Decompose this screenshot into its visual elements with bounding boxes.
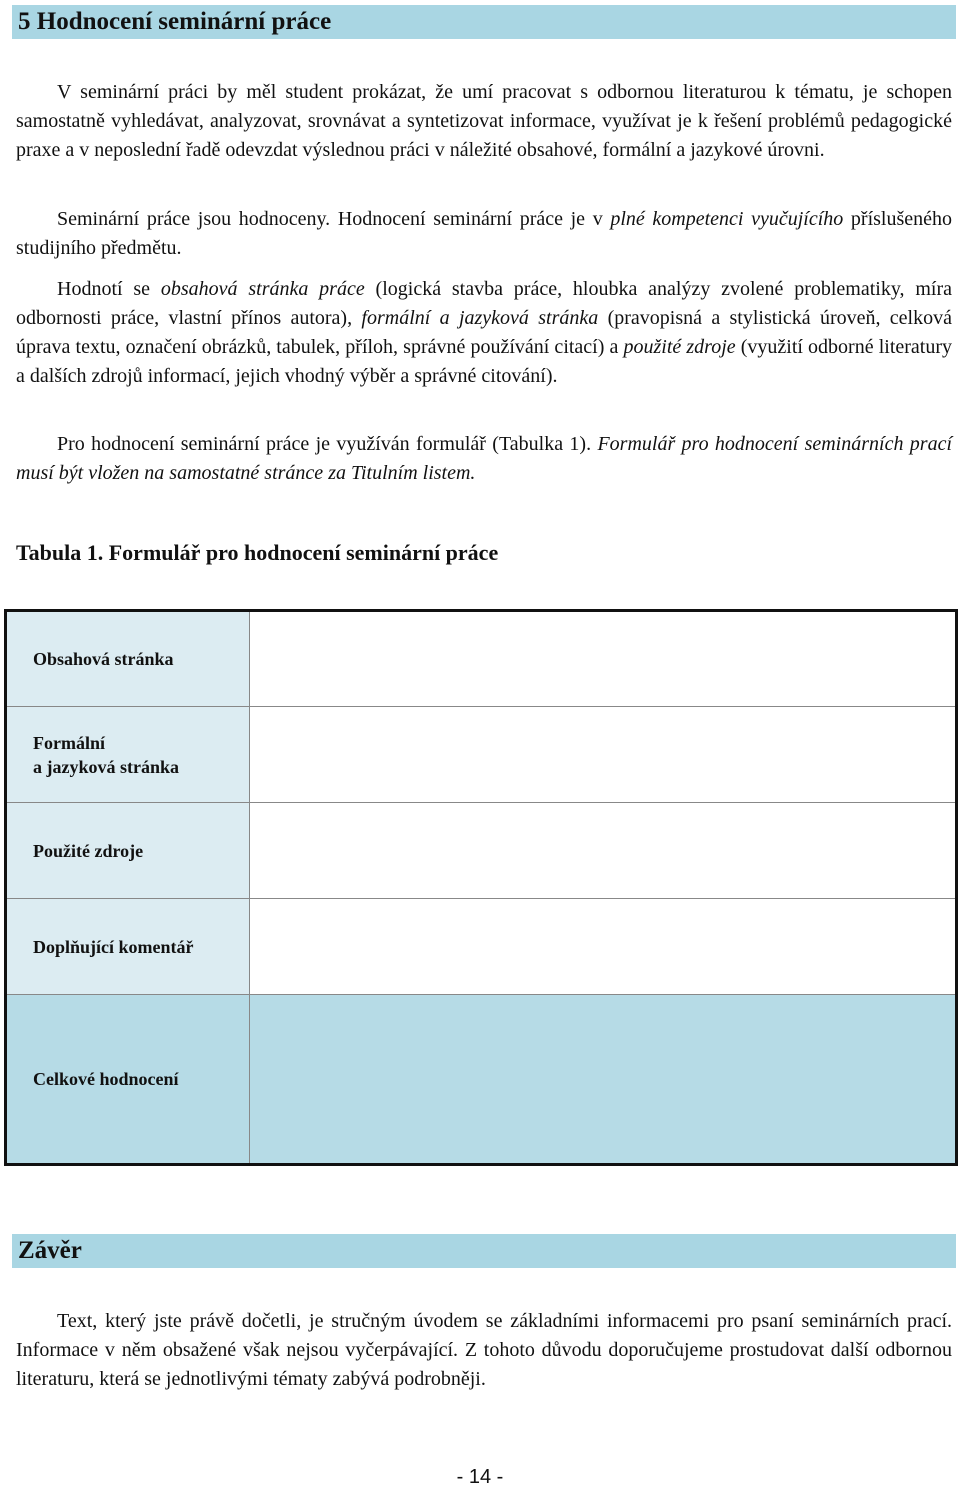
- table-row: [6, 899, 957, 995]
- evaluation-form-table: [4, 609, 958, 1166]
- text-run: příslušeného studijního předmětu.: [16, 208, 953, 259]
- row-label: [6, 707, 250, 803]
- row-label: [6, 611, 250, 707]
- page-number: - 14 -: [456, 1466, 504, 1488]
- row-label: [6, 803, 250, 899]
- row-label-text: Použité zdroje: [33, 840, 144, 861]
- row-value-cell[interactable]: [250, 995, 957, 1165]
- paragraph-evaluation: [16, 205, 952, 263]
- row-value-cell[interactable]: [250, 899, 957, 995]
- emphasis-run: plné kompetenci vyučujícího: [610, 208, 844, 230]
- table-row: [6, 803, 957, 899]
- row-label-text: Obsahová stránka: [33, 649, 174, 669]
- row-label-text: Celkové hodnocení: [33, 1069, 179, 1089]
- paragraph-form: [16, 430, 952, 488]
- text-run: (využití odborné literatury a dalších zdrojů informací, jejich vhodný výběr a správné citování).: [16, 336, 953, 387]
- text-run: Pro hodnocení seminární práce je využíván formulář (Tabulka 1).: [57, 433, 598, 455]
- paragraph-intro: [16, 78, 952, 165]
- table-row: [6, 707, 957, 803]
- row-value-cell[interactable]: [250, 803, 957, 899]
- emphasis-run: formální a jazyková stránka: [361, 307, 599, 329]
- row-label: [6, 995, 250, 1165]
- paragraph-intro-text: V seminární práci by měl student prokázat, že umí pracovat s odbornou literaturou k tématu, je schopen samostatně vyhledávat, analyzovat, srovnávat a syntetizovat informace, využívat je k řešení problémů pedagogické praxe a v neposlední řadě odevzdat výslednou práci v náležité obsahové, formální a jazykové úrovni.: [16, 81, 952, 161]
- table-row: [6, 611, 957, 707]
- table-caption: Tabula 1. Formulář pro hodnocení seminární práce: [16, 540, 499, 565]
- row-value-cell[interactable]: [250, 611, 957, 707]
- text-run: Hodnotí se: [57, 278, 161, 300]
- row-label-text: a jazyková stránka: [33, 756, 180, 777]
- emphasis-run: použité zdroje: [623, 336, 736, 358]
- paragraph-conclusion-text: Text, který jste právě dočetli, je stručným úvodem se základními informacemi pro psaní seminárních prací. Informace v něm obsažené však nejsou vyčerpávající. Z tohoto důvodu doporučujeme prostudovat další odbornou literaturu, která se jednotlivými tématy zabývá podrobněji.: [16, 1310, 952, 1390]
- text-run: (logická stavba práce, hloubka analýzy zvolené problematiky, míra odbornosti práce, vlastní přínos autora),: [16, 278, 953, 329]
- emphasis-run: Formulář pro hodnocení seminárních prací musí být vložen na samostatné stránce za Titulním listem.: [16, 433, 953, 484]
- row-label-text: Doplňující komentář: [33, 936, 194, 957]
- paragraph-conclusion: [16, 1307, 952, 1394]
- row-label-text: Formální: [33, 732, 105, 753]
- table-row-total: [6, 995, 957, 1165]
- conclusion-heading: Závěr: [12, 1234, 956, 1268]
- paragraph-criteria: [16, 275, 952, 391]
- row-label: [6, 899, 250, 995]
- emphasis-run: obsahová stránka práce: [160, 278, 365, 300]
- text-run: (pravopisná a stylistická úroveň, celková úprava textu, označení obrázků, tabulek, příloh, správné používání citací) a: [16, 307, 952, 358]
- row-value-cell[interactable]: [250, 707, 957, 803]
- text-run: Seminární práce jsou hodnoceny. Hodnocení seminární práce je v: [57, 208, 611, 230]
- section-heading: 5 Hodnocení seminární práce: [12, 5, 956, 39]
